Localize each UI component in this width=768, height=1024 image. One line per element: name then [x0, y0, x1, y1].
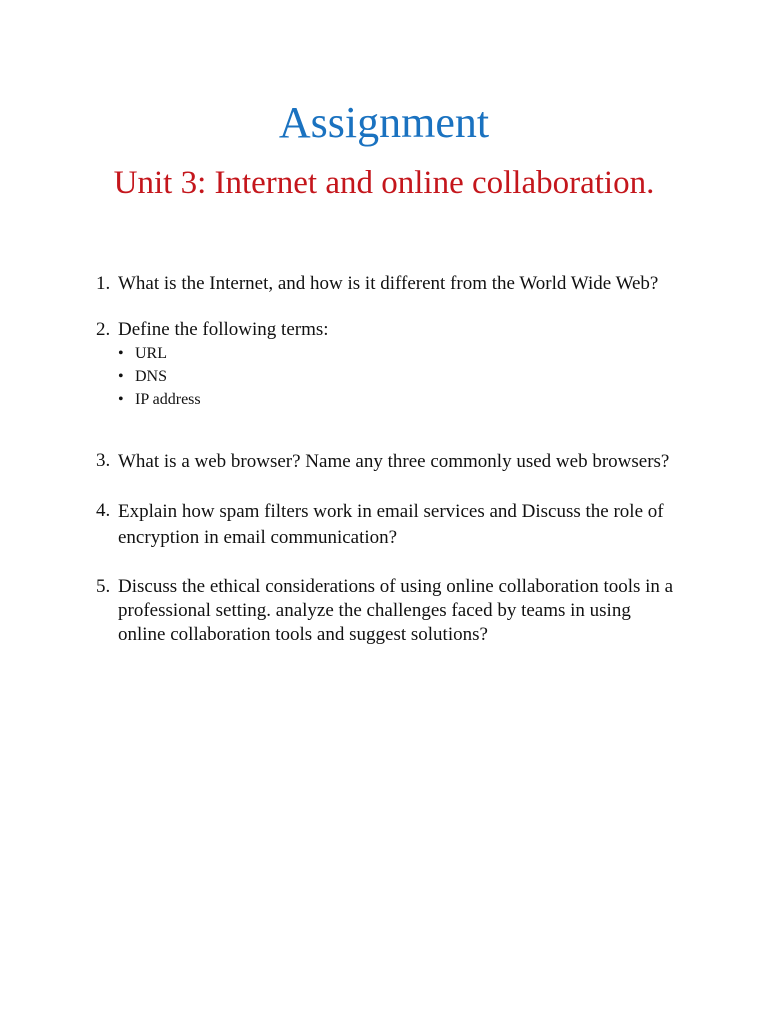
question-item-4	[96, 499, 676, 551]
question-item-1	[96, 272, 676, 296]
question-item-2	[96, 318, 676, 411]
question-text: Discuss the ethical considerations of using online collaboration tools in a professional setting. analyze the challenges faced by teams in using online collaboration tools and suggest solutions?	[118, 576, 674, 645]
bullet-icon: •	[118, 391, 124, 408]
question-number: 3.	[96, 450, 111, 471]
term-list	[118, 342, 676, 411]
question-number: 1.	[96, 273, 111, 294]
question-list	[96, 272, 676, 647]
question-number: 5.	[96, 576, 111, 597]
question-text: What is a web browser? Name any three commonly used web browsers?	[118, 451, 670, 472]
bullet-icon: •	[118, 368, 124, 385]
question-text: Define the following terms:	[118, 319, 329, 340]
term-item-url	[118, 342, 676, 365]
term-item-dns	[118, 365, 676, 388]
term-item-ip-address	[118, 388, 676, 411]
bullet-icon: •	[118, 345, 124, 362]
document-subtitle: Unit 3: Internet and online collaboration.	[113, 165, 655, 201]
question-item-3	[96, 449, 676, 475]
question-text: What is the Internet, and how is it different from the World Wide Web?	[118, 273, 659, 294]
term-label: URL	[135, 345, 167, 362]
question-number: 4.	[96, 500, 111, 521]
question-number: 2.	[96, 319, 111, 340]
question-item-5	[96, 575, 676, 647]
term-label: DNS	[135, 368, 168, 385]
question-text: Explain how spam filters work in email services and Discuss the role of encryption in email communication?	[118, 501, 664, 548]
document-title: Assignment	[278, 98, 490, 147]
term-label: IP address	[135, 391, 201, 408]
